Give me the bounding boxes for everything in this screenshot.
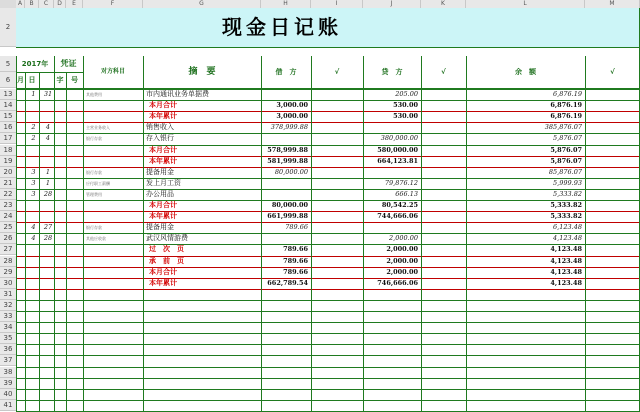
column-line xyxy=(66,89,67,411)
row-header[interactable]: 24 xyxy=(0,211,16,222)
account-cell[interactable]: 银行存款 xyxy=(86,136,102,142)
row-header[interactable]: 32 xyxy=(0,300,16,311)
day-cell[interactable]: 4 xyxy=(45,134,51,143)
row-header[interactable]: 19 xyxy=(0,156,16,167)
column-header-m[interactable]: M xyxy=(585,0,640,8)
credit-cell[interactable]: 744,666.06 xyxy=(377,212,418,221)
month-cell[interactable]: 3 xyxy=(31,178,36,187)
credit-cell[interactable]: 530.00 xyxy=(393,112,418,121)
column-header-b[interactable]: B xyxy=(25,0,39,8)
balance-cell[interactable] xyxy=(466,322,585,333)
day-cell[interactable] xyxy=(39,300,54,311)
month-cell[interactable] xyxy=(25,322,39,333)
month-header: 月 xyxy=(17,76,24,84)
credit-cell[interactable]: 79,876.12 xyxy=(384,178,418,187)
account-cell[interactable] xyxy=(83,156,143,167)
credit-cell[interactable] xyxy=(363,333,421,344)
row-header[interactable]: 27 xyxy=(0,244,16,255)
summary-cell[interactable] xyxy=(143,322,261,333)
summary-cell[interactable] xyxy=(143,400,261,411)
summary-cell[interactable] xyxy=(143,344,261,355)
column-header-d[interactable]: D xyxy=(54,0,66,8)
day-header: 日 xyxy=(28,76,36,84)
select-all-corner[interactable] xyxy=(0,0,16,8)
credit-cell[interactable] xyxy=(363,122,421,133)
row-header[interactable]: 39 xyxy=(0,378,16,389)
summary-cell[interactable]: 办公用品 xyxy=(146,189,174,198)
month-cell[interactable] xyxy=(25,256,39,267)
row-header[interactable]: 14 xyxy=(0,100,16,111)
column-header-c[interactable]: C xyxy=(39,0,54,8)
summary-cell[interactable] xyxy=(143,289,261,300)
column-header-f[interactable]: F xyxy=(83,0,143,8)
credit-cell[interactable] xyxy=(363,378,421,389)
day-cell[interactable]: 1 xyxy=(45,178,51,187)
day-cell[interactable] xyxy=(39,322,54,333)
credit-cell[interactable]: 205.00 xyxy=(395,90,418,98)
summary-cell[interactable]: 本年累计 xyxy=(149,278,177,287)
day-cell[interactable]: 28 xyxy=(43,234,53,243)
row-header[interactable]: 34 xyxy=(0,322,16,333)
debit-cell[interactable]: 581,999.88 xyxy=(267,156,308,165)
balance-header: 余 额 xyxy=(515,68,536,76)
day-cell[interactable] xyxy=(39,378,54,389)
credit-cell[interactable]: 530.00 xyxy=(393,101,418,110)
summary-cell[interactable]: 销售收入 xyxy=(146,123,174,132)
column-header-h[interactable]: H xyxy=(261,0,311,8)
column-line xyxy=(16,89,17,411)
header-column-line xyxy=(311,56,312,89)
month-cell[interactable] xyxy=(25,344,39,355)
credit-cell[interactable]: 746,666.06 xyxy=(377,278,418,287)
account-cell[interactable] xyxy=(83,211,143,222)
summary-cell[interactable]: 提备用金 xyxy=(146,223,174,232)
balance-cell[interactable]: 5,999.93 xyxy=(553,178,582,187)
column-header-l[interactable]: L xyxy=(466,0,585,8)
column-header-k[interactable]: K xyxy=(421,0,466,8)
header-column-line xyxy=(54,56,55,89)
balance-cell[interactable]: 6,123.48 xyxy=(553,223,582,232)
debit-cell[interactable]: 80,000.00 xyxy=(271,201,308,209)
balance-cell[interactable] xyxy=(466,300,585,311)
day-cell[interactable] xyxy=(39,355,54,366)
balance-cell[interactable] xyxy=(466,311,585,322)
account-cell[interactable] xyxy=(83,267,143,278)
summary-cell[interactable]: 发上月工资 xyxy=(146,178,181,187)
day-cell[interactable] xyxy=(39,333,54,344)
debit-cell[interactable]: 661,999.88 xyxy=(267,212,308,221)
balance-cell[interactable]: 4,123.48 xyxy=(550,278,582,287)
ledger-title: 现金日记账 xyxy=(222,15,342,39)
day-cell[interactable] xyxy=(39,145,54,156)
debit-cell[interactable] xyxy=(261,300,311,311)
credit-cell[interactable]: 2,000.00 xyxy=(386,245,418,254)
month-cell[interactable] xyxy=(25,355,39,366)
day-cell[interactable] xyxy=(39,289,54,300)
summary-cell[interactable]: 武汉风情游费 xyxy=(146,234,188,243)
credit-cell[interactable] xyxy=(363,222,421,233)
balance-check-header: √ xyxy=(610,68,615,76)
summary-cell[interactable]: 提备用金 xyxy=(146,167,174,176)
day-cell[interactable] xyxy=(39,311,54,322)
credit-cell[interactable]: 580,000.00 xyxy=(377,145,418,154)
credit-cell[interactable]: 664,123.81 xyxy=(377,156,418,165)
column-header-g[interactable]: G xyxy=(143,0,261,8)
debit-cell[interactable] xyxy=(261,344,311,355)
subheader-column-line xyxy=(39,72,40,89)
header-column-line xyxy=(585,56,586,89)
credit-check-header: √ xyxy=(441,68,446,76)
credit-cell[interactable] xyxy=(363,300,421,311)
account-cell[interactable]: 主营业务收入 xyxy=(86,125,110,131)
day-cell[interactable]: 31 xyxy=(43,90,53,98)
row-header[interactable]: 26 xyxy=(0,233,16,244)
balance-cell[interactable] xyxy=(466,355,585,366)
column-line xyxy=(363,89,364,411)
header-column-line xyxy=(83,56,84,89)
summary-cell[interactable]: 本年累计 xyxy=(149,156,177,165)
month-cell[interactable]: 2 xyxy=(31,123,36,132)
day-cell[interactable] xyxy=(39,389,54,400)
month-cell[interactable] xyxy=(25,389,39,400)
month-cell[interactable]: 3 xyxy=(31,189,36,198)
row-header[interactable]: 38 xyxy=(0,367,16,378)
column-line xyxy=(261,89,262,411)
header-column-line xyxy=(421,56,422,89)
credit-cell[interactable] xyxy=(363,355,421,366)
month-cell[interactable]: 3 xyxy=(31,167,36,176)
account-cell[interactable] xyxy=(83,100,143,111)
subheader-column-line xyxy=(66,72,67,89)
day-cell[interactable]: 1 xyxy=(45,167,51,176)
column-line xyxy=(54,89,55,411)
debit-cell[interactable] xyxy=(261,311,311,322)
month-cell[interactable] xyxy=(25,244,39,255)
row-header-2[interactable]: 2 xyxy=(0,8,16,47)
account-cell[interactable] xyxy=(83,389,143,400)
day-cell[interactable] xyxy=(39,244,54,255)
debit-cell[interactable]: 578,999.88 xyxy=(267,145,308,154)
balance-cell[interactable]: 85,876.07 xyxy=(548,167,582,176)
balance-cell[interactable]: 5,333.82 xyxy=(550,201,582,209)
summary-cell[interactable]: 本月合计 xyxy=(149,201,177,209)
summary-cell[interactable] xyxy=(143,389,261,400)
day-cell[interactable] xyxy=(39,156,54,167)
debit-cell[interactable] xyxy=(261,389,311,400)
day-cell[interactable] xyxy=(39,100,54,111)
debit-cell[interactable]: 378,999.88 xyxy=(270,123,308,132)
debit-cell[interactable] xyxy=(261,355,311,366)
voucher-no-header: 号 xyxy=(71,76,78,84)
account-cell[interactable] xyxy=(83,145,143,156)
day-cell[interactable] xyxy=(39,278,54,289)
row-header[interactable]: 18 xyxy=(0,145,16,156)
credit-cell[interactable] xyxy=(363,322,421,333)
balance-cell[interactable]: 6,876.19 xyxy=(553,90,582,98)
row-header-5[interactable]: 5 xyxy=(0,56,16,72)
day-cell[interactable] xyxy=(39,211,54,222)
account-cell[interactable] xyxy=(83,355,143,366)
balance-cell[interactable]: 4,123.48 xyxy=(550,256,582,265)
summary-cell[interactable]: 本月合计 xyxy=(149,145,177,154)
month-cell[interactable] xyxy=(25,278,39,289)
balance-cell[interactable] xyxy=(466,400,585,411)
account-cell[interactable]: 应付职工薪酬 xyxy=(86,180,110,186)
day-cell[interactable] xyxy=(39,344,54,355)
column-header-e[interactable]: E xyxy=(66,0,83,8)
account-cell[interactable] xyxy=(83,200,143,211)
account-cell[interactable] xyxy=(83,256,143,267)
account-cell[interactable]: 其他应收款 xyxy=(86,236,106,242)
debit-cell[interactable]: 3,000.00 xyxy=(276,101,308,110)
account-cell[interactable]: 银行存款 xyxy=(86,225,102,231)
day-cell[interactable] xyxy=(39,256,54,267)
credit-cell[interactable] xyxy=(363,389,421,400)
summary-cell[interactable]: 本年累计 xyxy=(149,212,177,221)
column-header-a[interactable]: A xyxy=(16,0,25,8)
debit-cell[interactable]: 789.66 xyxy=(283,267,308,276)
credit-cell[interactable] xyxy=(363,311,421,322)
row-header[interactable]: 23 xyxy=(0,200,16,211)
account-cell[interactable] xyxy=(83,378,143,389)
balance-cell[interactable]: 4,123.48 xyxy=(553,234,582,243)
column-line xyxy=(466,89,467,411)
debit-cell[interactable] xyxy=(261,189,311,200)
row-header[interactable]: 35 xyxy=(0,333,16,344)
row-header[interactable]: 33 xyxy=(0,311,16,322)
day-cell[interactable] xyxy=(39,400,54,411)
debit-cell[interactable] xyxy=(261,400,311,411)
balance-cell[interactable] xyxy=(466,389,585,400)
credit-cell[interactable]: 380,000.00 xyxy=(380,134,418,143)
summary-cell[interactable]: 本年累计 xyxy=(149,112,177,121)
balance-cell[interactable]: 5,876.07 xyxy=(550,156,582,165)
header-column-line xyxy=(466,56,467,89)
header-column-line xyxy=(143,56,144,89)
summary-cell[interactable] xyxy=(143,367,261,378)
month-cell[interactable] xyxy=(25,367,39,378)
credit-cell[interactable]: 2,000.00 xyxy=(386,267,418,276)
month-cell[interactable] xyxy=(25,311,39,322)
debit-cell[interactable] xyxy=(261,178,311,189)
month-cell[interactable] xyxy=(25,100,39,111)
header-column-line xyxy=(16,56,17,89)
balance-cell[interactable]: 6,876.19 xyxy=(550,101,582,110)
summary-cell[interactable]: 承 前 页 xyxy=(149,256,184,265)
credit-cell[interactable] xyxy=(363,289,421,300)
summary-cell[interactable]: 本月合计 xyxy=(149,101,177,110)
summary-cell[interactable] xyxy=(143,300,261,311)
month-cell[interactable] xyxy=(25,400,39,411)
balance-cell[interactable]: 6,876.19 xyxy=(550,112,582,121)
summary-cell[interactable] xyxy=(143,333,261,344)
balance-cell[interactable]: 4,123.48 xyxy=(550,267,582,276)
credit-cell[interactable]: 2,000.00 xyxy=(389,234,418,243)
debit-cell[interactable] xyxy=(261,367,311,378)
subheader-column-line xyxy=(25,72,26,89)
account-cell[interactable] xyxy=(83,111,143,122)
month-cell[interactable]: 1 xyxy=(31,90,36,98)
account-cell[interactable] xyxy=(83,322,143,333)
debit-cell[interactable] xyxy=(261,322,311,333)
account-cell[interactable] xyxy=(83,333,143,344)
month-cell[interactable] xyxy=(25,289,39,300)
credit-cell[interactable] xyxy=(363,167,421,178)
day-cell[interactable]: 28 xyxy=(43,189,53,198)
column-line xyxy=(25,89,26,411)
summary-cell[interactable]: 市内通讯业务单据费 xyxy=(146,90,209,98)
month-cell[interactable] xyxy=(25,111,39,122)
row-header[interactable]: 22 xyxy=(0,189,16,200)
column-line xyxy=(143,89,144,411)
title-bottom-border xyxy=(16,47,640,48)
row-header[interactable]: 37 xyxy=(0,355,16,366)
balance-cell[interactable] xyxy=(466,378,585,389)
row-header[interactable]: 31 xyxy=(0,289,16,300)
balance-cell[interactable]: 4,123.48 xyxy=(550,245,582,254)
day-cell[interactable] xyxy=(39,367,54,378)
summary-header: 摘 要 xyxy=(188,67,216,77)
row-header[interactable]: 16 xyxy=(0,122,16,133)
month-cell[interactable] xyxy=(25,145,39,156)
header-column-line xyxy=(363,56,364,89)
column-line xyxy=(83,89,84,411)
credit-cell[interactable]: 666.13 xyxy=(395,189,418,198)
summary-cell[interactable]: 本月合计 xyxy=(149,267,177,276)
debit-cell[interactable]: 80,000.00 xyxy=(274,167,308,176)
account-cell[interactable] xyxy=(83,344,143,355)
debit-cell[interactable] xyxy=(261,333,311,344)
debit-cell[interactable] xyxy=(261,89,311,100)
account-cell[interactable] xyxy=(83,311,143,322)
month-cell[interactable] xyxy=(25,300,39,311)
month-cell[interactable] xyxy=(25,267,39,278)
day-cell[interactable] xyxy=(39,200,54,211)
summary-cell[interactable] xyxy=(143,378,261,389)
row-header[interactable]: 20 xyxy=(0,167,16,178)
debit-cell[interactable] xyxy=(261,378,311,389)
debit-cell[interactable]: 662,789.54 xyxy=(267,278,308,287)
balance-cell[interactable]: 385,876.07 xyxy=(544,123,582,132)
month-cell[interactable]: 2 xyxy=(31,134,36,143)
day-cell[interactable]: 27 xyxy=(43,223,53,232)
subheader-line xyxy=(16,72,83,73)
debit-cell[interactable] xyxy=(261,233,311,244)
account-cell[interactable] xyxy=(83,289,143,300)
column-line xyxy=(311,89,312,411)
month-cell[interactable] xyxy=(25,211,39,222)
month-cell[interactable] xyxy=(25,156,39,167)
balance-cell[interactable]: 5,333.82 xyxy=(550,212,582,221)
account-cell[interactable] xyxy=(83,400,143,411)
row-header[interactable]: 29 xyxy=(0,267,16,278)
account-cell[interactable]: 其他费用 xyxy=(86,92,102,97)
debit-cell[interactable]: 789.66 xyxy=(283,245,308,254)
day-cell[interactable] xyxy=(39,267,54,278)
day-cell[interactable]: 4 xyxy=(45,123,51,132)
balance-cell[interactable] xyxy=(466,367,585,378)
row-header[interactable]: 21 xyxy=(0,178,16,189)
balance-cell[interactable]: 5,333.82 xyxy=(553,189,582,198)
month-cell[interactable] xyxy=(25,378,39,389)
column-line xyxy=(39,89,40,411)
day-cell[interactable] xyxy=(39,111,54,122)
credit-cell[interactable] xyxy=(363,367,421,378)
row-header[interactable]: 13 xyxy=(0,89,16,100)
month-cell[interactable] xyxy=(25,200,39,211)
row-header[interactable]: 25 xyxy=(0,222,16,233)
month-cell[interactable] xyxy=(25,333,39,344)
balance-cell[interactable]: 5,876.07 xyxy=(550,145,582,154)
credit-cell[interactable]: 80,542.25 xyxy=(381,201,418,209)
balance-cell[interactable] xyxy=(466,333,585,344)
debit-header: 借 方 xyxy=(275,68,297,76)
debit-cell[interactable]: 789.66 xyxy=(285,223,308,232)
account-cell[interactable] xyxy=(83,300,143,311)
summary-cell[interactable]: 存入银行 xyxy=(146,134,174,143)
account-header: 对方科目 xyxy=(100,68,125,75)
year-header: 2017年 xyxy=(21,60,49,68)
balance-cell[interactable] xyxy=(466,289,585,300)
debit-cell[interactable]: 789.66 xyxy=(283,256,308,265)
debit-check-header: √ xyxy=(334,68,340,76)
row-header-6[interactable]: 6 xyxy=(0,72,16,88)
debit-cell[interactable]: 3,000.00 xyxy=(276,112,308,121)
account-cell[interactable]: 管理费用 xyxy=(86,191,102,197)
account-cell[interactable] xyxy=(83,367,143,378)
column-line xyxy=(421,89,422,411)
summary-cell[interactable] xyxy=(143,355,261,366)
month-cell[interactable]: 4 xyxy=(31,223,36,232)
row-header[interactable]: 30 xyxy=(0,278,16,289)
credit-header: 贷 方 xyxy=(381,68,403,76)
balance-cell[interactable] xyxy=(466,344,585,355)
row-header[interactable]: 28 xyxy=(0,256,16,267)
account-cell[interactable] xyxy=(83,278,143,289)
summary-cell[interactable] xyxy=(143,311,261,322)
row-header[interactable]: 17 xyxy=(0,133,16,144)
debit-cell[interactable] xyxy=(261,133,311,144)
credit-cell[interactable] xyxy=(363,400,421,411)
row-header[interactable]: 36 xyxy=(0,344,16,355)
balance-cell[interactable]: 5,876.07 xyxy=(553,134,582,143)
credit-cell[interactable] xyxy=(363,344,421,355)
row-header[interactable]: 40 xyxy=(0,389,16,400)
column-header-j[interactable]: J xyxy=(363,0,421,8)
row-header[interactable]: 41 xyxy=(0,400,16,411)
debit-cell[interactable] xyxy=(261,289,311,300)
voucher-type-header: 字 xyxy=(56,76,64,84)
row-header[interactable]: 15 xyxy=(0,111,16,122)
summary-cell[interactable]: 过 次 页 xyxy=(149,245,184,254)
header-column-line xyxy=(261,56,262,89)
column-header-i[interactable]: I xyxy=(311,0,363,8)
voucher-header: 凭证 xyxy=(60,59,77,68)
account-cell[interactable] xyxy=(83,244,143,255)
account-cell[interactable]: 银行存款 xyxy=(86,169,102,175)
column-line xyxy=(585,89,586,411)
credit-cell[interactable]: 2,000.00 xyxy=(386,256,418,265)
month-cell[interactable]: 4 xyxy=(31,234,36,243)
